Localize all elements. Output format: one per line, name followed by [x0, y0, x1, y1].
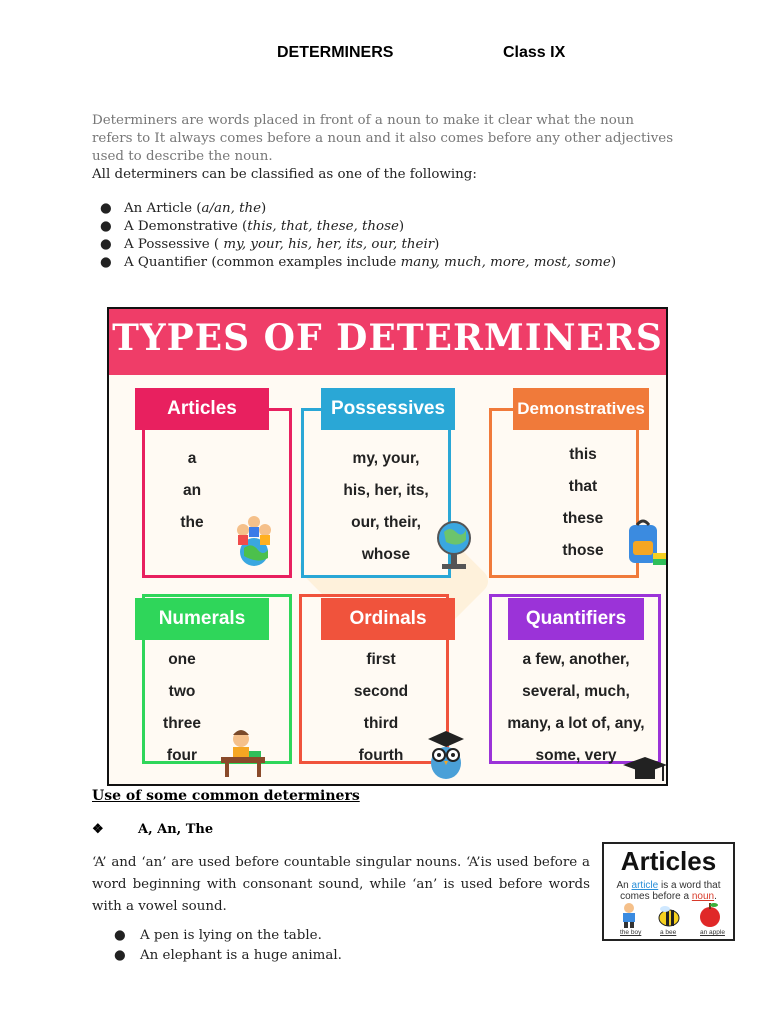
quantifiers-label: Quantifiers	[525, 608, 627, 629]
document-title: DETERMINERS	[277, 44, 394, 61]
word: his, her, its,	[343, 482, 429, 499]
section-title: Use of some common determiners	[92, 788, 360, 804]
articles-card-title: Articles	[620, 846, 717, 876]
bullet-examples: this, that, these, those	[247, 219, 399, 234]
backpack-icon	[625, 517, 667, 572]
word: fourth	[358, 747, 404, 764]
intro-line-1: Determiners are words placed in front of a noun to make it clear what the noun	[92, 113, 635, 128]
apple-icon	[698, 900, 722, 928]
example-1	[114, 928, 322, 943]
articles-tag	[135, 388, 269, 430]
quantifiers-words	[496, 644, 656, 772]
numerals-words	[142, 644, 222, 772]
ordinals-tag	[321, 598, 455, 640]
articles-card-description	[604, 880, 733, 902]
bullet-quantifier	[100, 254, 616, 272]
articles-label: Articles	[167, 398, 237, 419]
bullet-examples: my, your, his, her, its, our, their	[219, 237, 435, 252]
example-text: A pen is lying on the table.	[140, 928, 322, 943]
boy-icon	[618, 902, 640, 928]
bullet-dot: ●	[100, 219, 112, 234]
demonstratives-tag	[513, 388, 649, 430]
bullet-text: A Possessive (	[124, 237, 220, 252]
example-2	[114, 948, 342, 963]
articles-card	[602, 842, 735, 941]
bullet-dot: ●	[100, 201, 112, 216]
quantifiers-tag	[508, 598, 644, 640]
word: those	[562, 542, 604, 559]
caption-an-apple: an apple	[700, 929, 725, 936]
bullet-text: An Article (	[124, 201, 202, 216]
bullet-examples: a/an, the	[201, 201, 262, 216]
word: many, a lot of, any,	[507, 715, 645, 732]
ordinals-label: Ordinals	[349, 608, 427, 629]
bullet-tail: )	[610, 255, 617, 270]
articles-words	[152, 443, 232, 539]
word: a	[187, 450, 197, 467]
desc-text: is a word that	[658, 880, 721, 891]
word: three	[163, 715, 201, 732]
graduation-cap-icon	[621, 755, 667, 785]
word: some, very	[535, 747, 617, 764]
bullet-possessive	[100, 236, 439, 254]
word: several, much,	[522, 683, 630, 700]
word: first	[366, 651, 396, 668]
bullet-examples: many, much, more, most, some	[400, 255, 611, 270]
word: two	[168, 683, 196, 700]
word: that	[568, 478, 598, 495]
numerals-tag	[135, 598, 269, 640]
word: these	[562, 510, 604, 527]
desc-noun: noun	[691, 891, 715, 902]
bullet-dot: ●	[100, 237, 112, 252]
bullet-tail: )	[398, 219, 405, 234]
bullet-text: A Quantifier (common examples include	[124, 255, 401, 270]
caption-the-boy: the boy	[620, 929, 642, 936]
possessives-tag	[321, 388, 455, 430]
intro-line-3: used to describe the noun.	[92, 149, 273, 164]
infographic-title: TYPES OF DETERMINERS	[112, 317, 663, 359]
bullet-dot: ●	[100, 255, 112, 270]
bullet-demonstrative	[100, 218, 404, 236]
demonstratives-words	[538, 439, 628, 567]
diamond-bullet-icon: ❖	[92, 822, 104, 837]
owl-graduate-icon	[424, 729, 468, 781]
student-desk-icon	[219, 727, 267, 779]
word: second	[353, 683, 409, 700]
bullet-tail: )	[261, 201, 267, 216]
types-of-determiners-infographic	[107, 307, 668, 786]
word: my, your,	[352, 450, 420, 467]
articles-paragraph: ‘A’ and ‘an’ are used before countable singular nouns. ‘A’is used before a word beginning with consonant sound, while ‘an’ is used before words with a vowel sound.	[92, 855, 590, 914]
word: the	[180, 514, 204, 531]
desc-text: An	[616, 880, 632, 891]
children-globe-icon	[229, 514, 279, 569]
word: four	[166, 747, 198, 764]
globe-icon	[432, 514, 477, 574]
subsection-title: A, An, The	[138, 822, 214, 837]
word: a few, another,	[522, 651, 630, 668]
word: third	[363, 715, 399, 732]
desc-article-link: article	[631, 880, 659, 891]
word: whose	[361, 546, 411, 563]
demonstratives-label: Demonstratives	[517, 399, 645, 418]
subsection-a-an-the	[92, 822, 213, 837]
bullet-text: A Demonstrative (	[124, 219, 248, 234]
bee-icon	[656, 904, 682, 928]
word: this	[569, 446, 597, 463]
desc-text: .	[714, 891, 717, 902]
desc-text: comes before a	[620, 891, 692, 902]
caption-a-bee: a bee	[660, 929, 677, 936]
example-text: An elephant is a huge animal.	[140, 948, 342, 963]
bullet-dot: ●	[114, 948, 126, 963]
word: one	[168, 651, 196, 668]
possessives-label: Possessives	[330, 398, 446, 419]
bullet-tail: )	[434, 237, 440, 252]
bullet-article	[100, 200, 266, 218]
word: an	[182, 482, 202, 499]
bullet-dot: ●	[114, 928, 126, 943]
intro-line-4: All determiners can be classified as one of the following:	[92, 167, 477, 182]
word: our, their,	[351, 514, 421, 531]
intro-line-2: refers to It always comes before a noun and it also comes before any other adjectives	[92, 131, 674, 146]
class-label: Class IX	[503, 44, 566, 61]
numerals-label: Numerals	[158, 608, 246, 629]
